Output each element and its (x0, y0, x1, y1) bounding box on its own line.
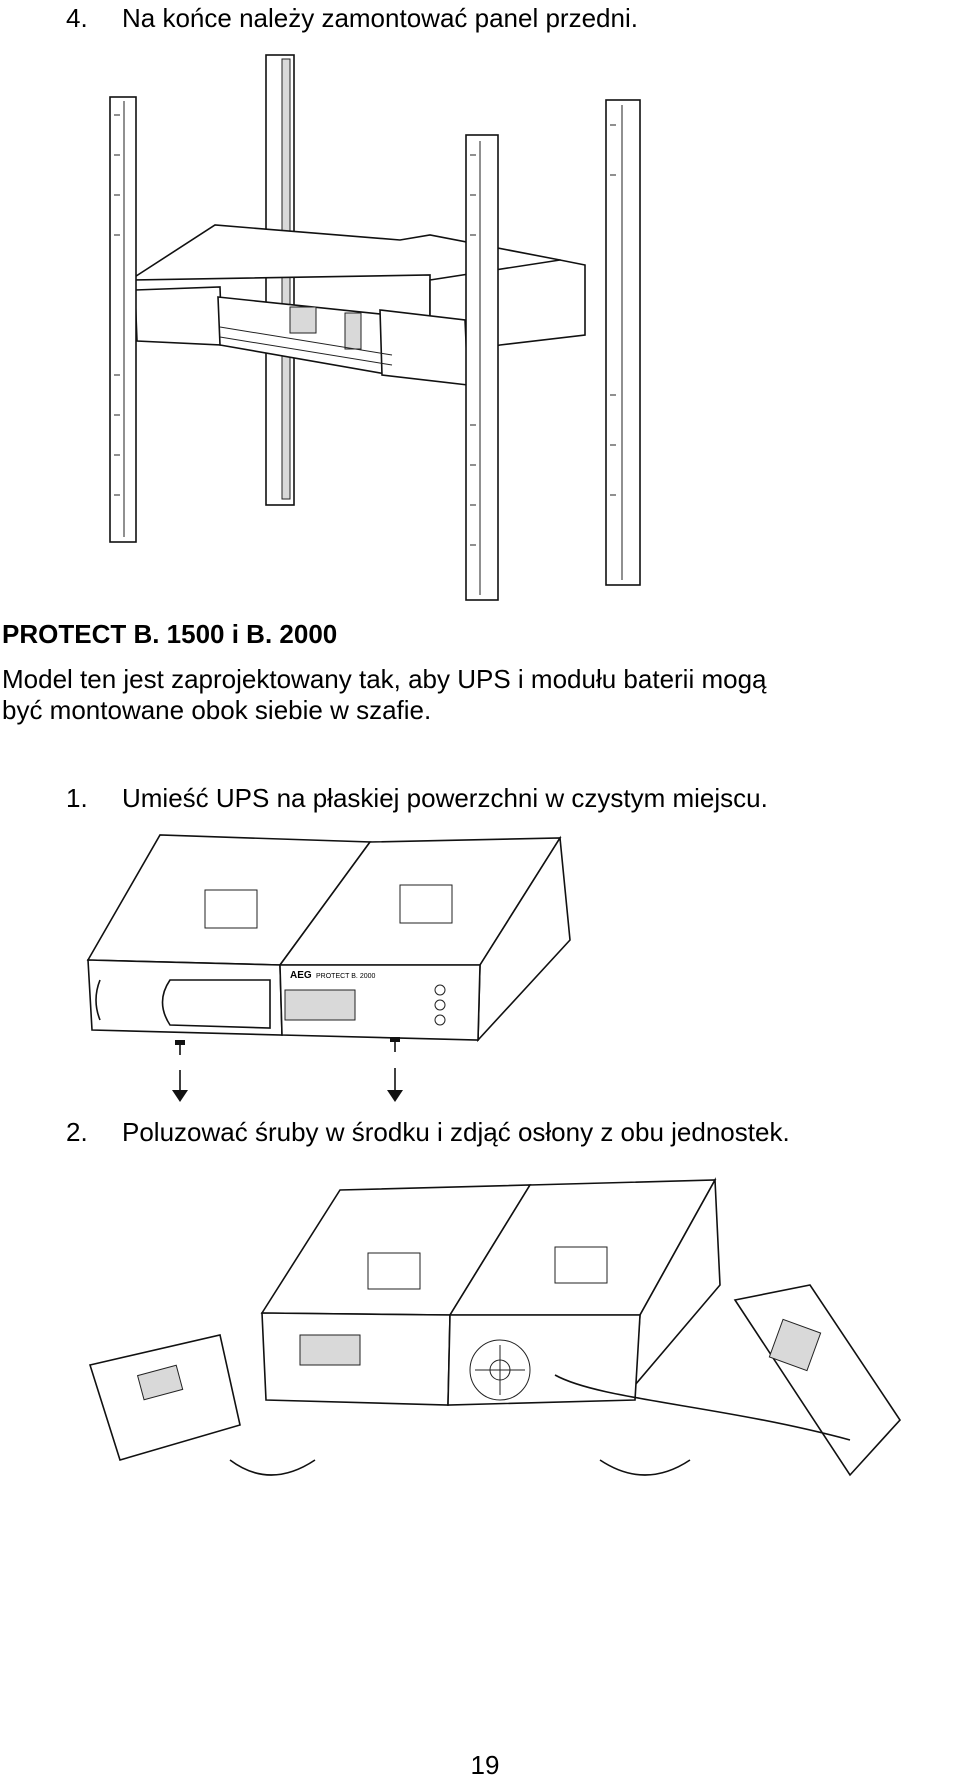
intro-line-1: Model ten jest zaprojektowany tak, aby UPS i modułu baterii mogą (2, 664, 767, 694)
step-4-text: Na końce należy zamontować panel przedni. (122, 3, 638, 33)
ups-brand-label: AEG (290, 970, 312, 981)
step-4 (66, 3, 638, 34)
step-2-text: Poluzować śruby w środku i zdjąć osłony z obu jednostek. (122, 1117, 790, 1147)
battery-open-front (448, 1315, 640, 1405)
rack-mount-illustration (0, 45, 960, 605)
ups-flat-illustration (0, 830, 960, 1100)
covers-removed-illustration (0, 1175, 960, 1635)
step-2-number: 2. (66, 1117, 88, 1147)
page-number: 19 (470, 1750, 500, 1780)
step-1 (66, 783, 768, 814)
rack-rail-front-left (110, 97, 136, 542)
step-1-number: 1. (66, 783, 88, 813)
rack-rail-back-right (606, 100, 640, 585)
ups-model-label: PROTECT B. 2000 (316, 973, 376, 980)
step-4-number: 4. (66, 3, 88, 33)
arrow-down-icon (387, 1068, 403, 1102)
rack-rail-front-right (466, 135, 498, 600)
arrow-down-icon (172, 1070, 188, 1102)
rotate-arrow-icon (230, 1460, 315, 1475)
rotate-arrow-icon (600, 1460, 690, 1475)
removed-front-panel-right (735, 1285, 900, 1475)
screw-icon (175, 1040, 185, 1055)
step-1-text: Umieść UPS na płaskiej powerzchni w czystym miejscu. (122, 783, 768, 813)
ups-front (88, 960, 282, 1035)
ups-front-left-bezel (135, 287, 222, 345)
section-title: PROTECT B. 1500 i B. 2000 (2, 619, 338, 649)
screw-icon (390, 1037, 400, 1052)
intro-line-2: być montowane obok siebie w szafie. (2, 695, 432, 725)
battery-front-panel (380, 310, 468, 385)
removed-front-panel-left (90, 1335, 240, 1460)
step-2 (66, 1117, 790, 1148)
